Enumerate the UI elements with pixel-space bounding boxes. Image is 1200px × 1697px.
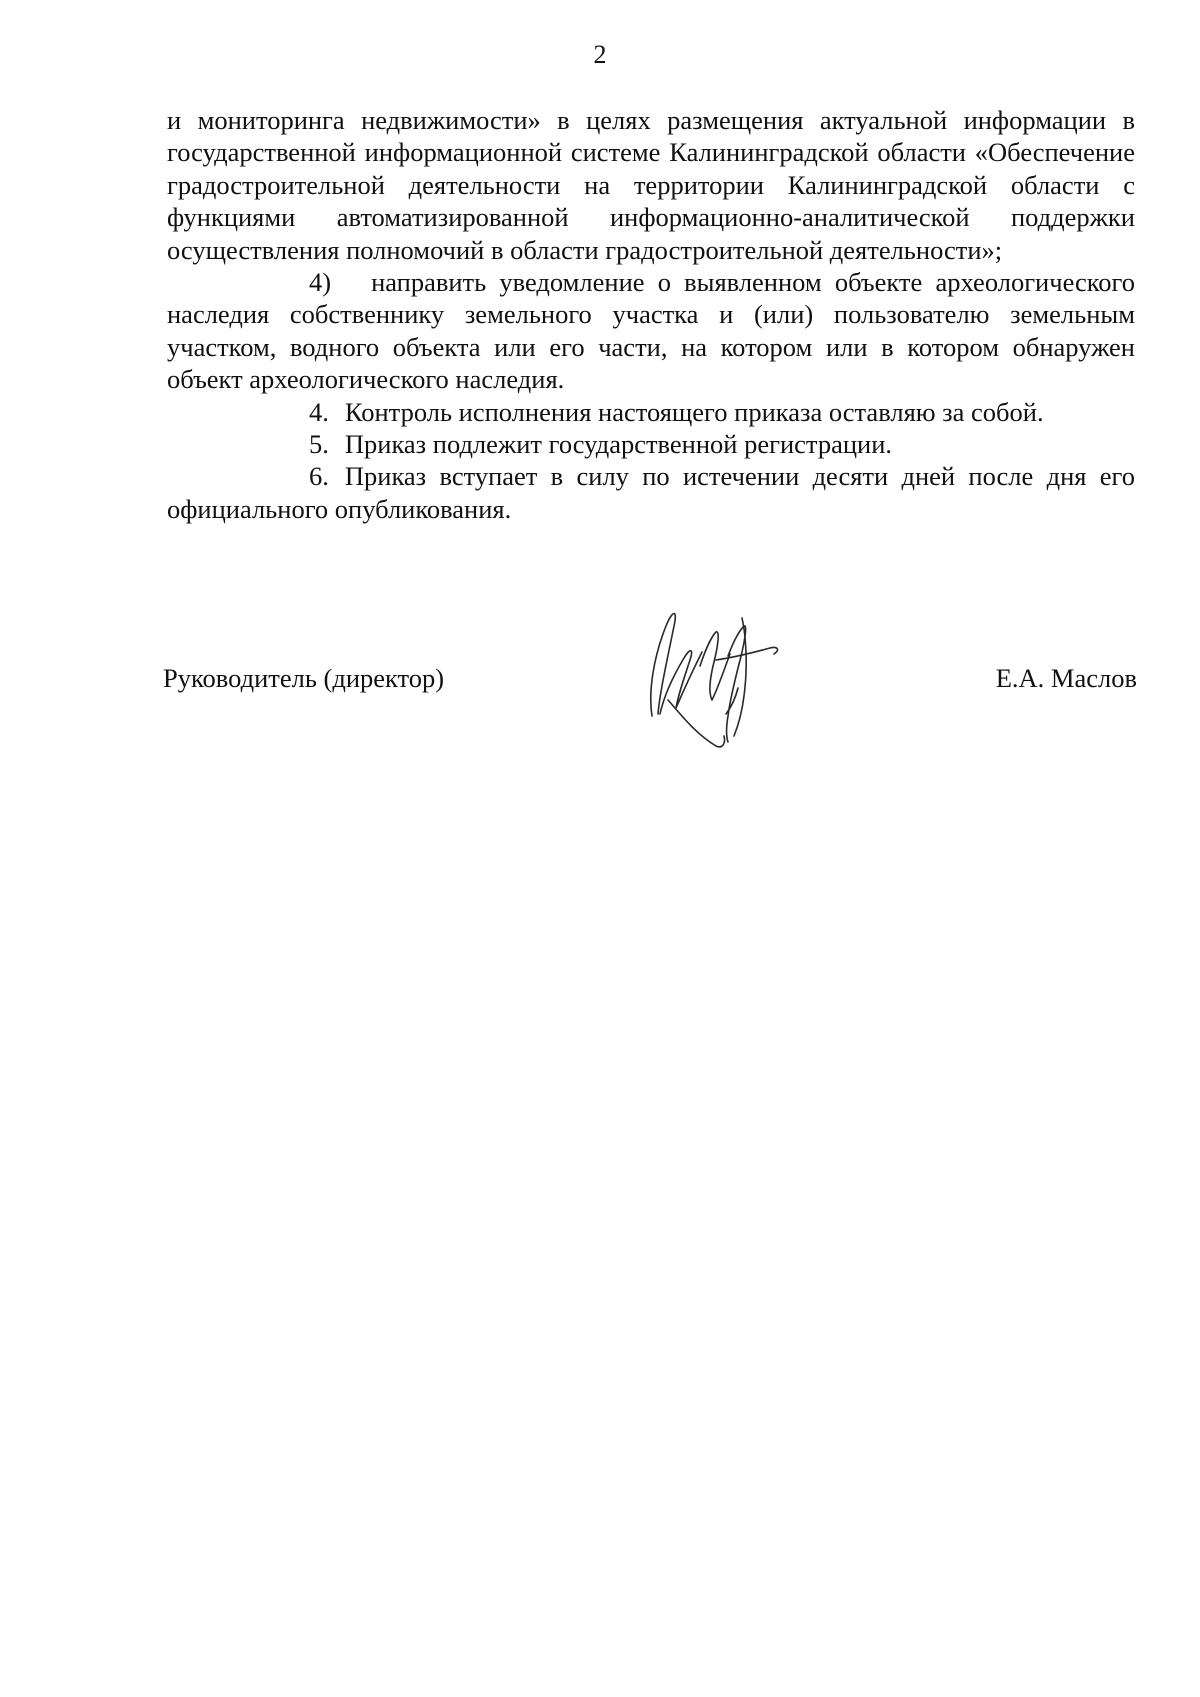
item-number: 4.	[309, 396, 329, 427]
item-5	[167, 428, 1135, 460]
item-number: 6.	[309, 461, 329, 492]
item-text: Приказ вступает в силу по истечении десяти дней после дня его официального опубликования.	[167, 461, 1135, 524]
signer-position: Руководитель (директор)	[163, 663, 445, 693]
item-text: Контроль исполнения настоящего приказа оставляю за собой.	[344, 396, 1044, 427]
item-4	[167, 396, 1135, 428]
page-number: 2	[593, 40, 607, 69]
item-number: 5.	[309, 429, 329, 460]
item-6	[167, 460, 1135, 525]
continuation-paragraph: и мониторинга недвижимости» в целях размещения актуальной информации в государственной информационной системе Калининградской области «Обеспечение градостроительной деятельности на территории Калининградской области с функциями автоматизированной информационно-аналитической поддержки осуществления полномочий в области градостроительной деятельности»;	[167, 105, 1135, 265]
document-body	[167, 104, 1135, 525]
item-number: 4)	[309, 267, 332, 298]
item-text: Приказ подлежит государственной регистрации.	[344, 429, 893, 460]
item-text: направить уведомление о выявленном объекте археологического наследия собственнику земельного участка и (или) пользователю земельным участком, водного объекта или его части, на котором или в котором обнаружен объект археологического наследия.	[167, 267, 1135, 395]
item-4-subpoint	[167, 266, 1135, 396]
handwritten-signature-icon	[630, 596, 810, 756]
signer-name: Е.А. Маслов	[995, 663, 1137, 693]
